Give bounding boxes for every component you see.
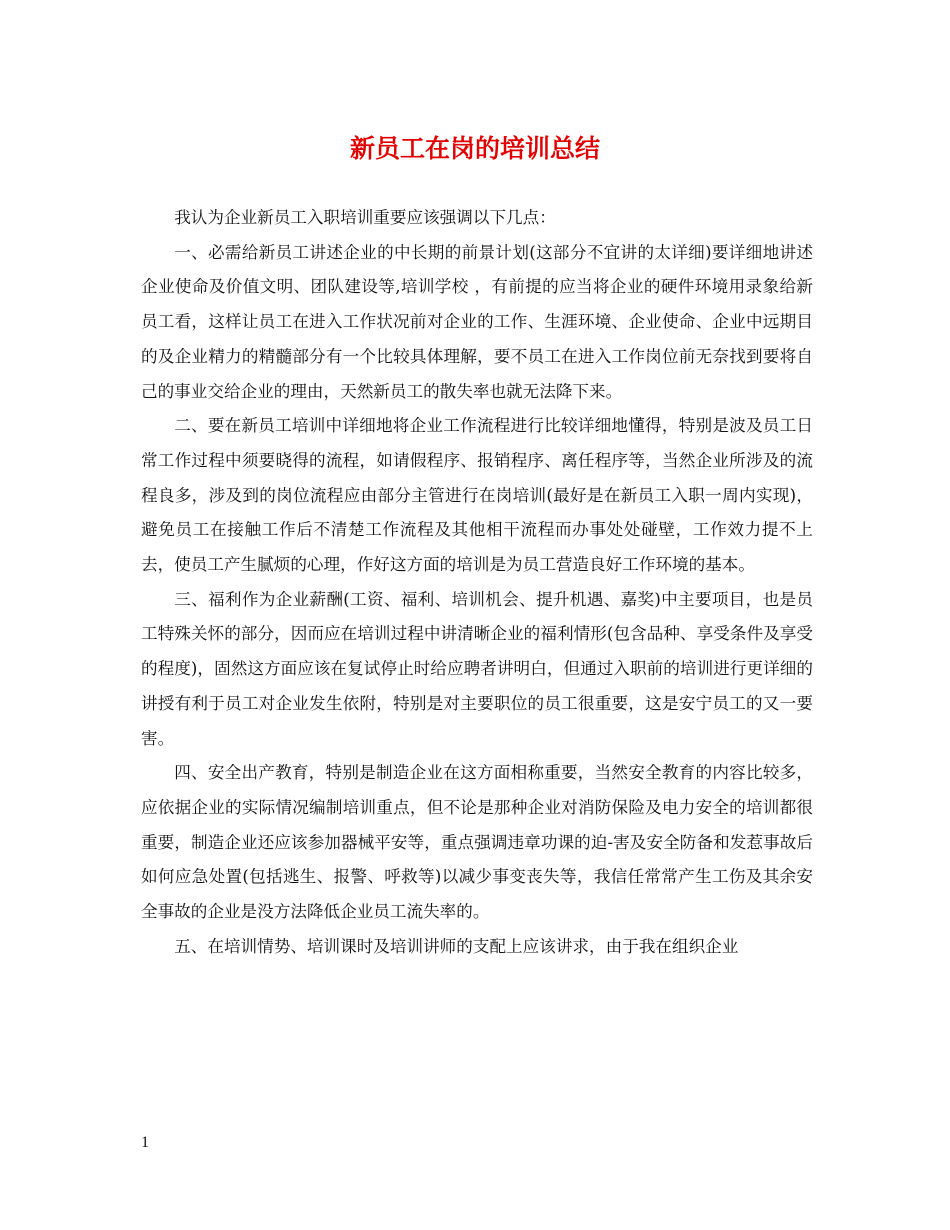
page-number: 1 — [141, 1134, 149, 1151]
paragraph-intro: 我认为企业新员工入职培训重要应该强调以下几点： — [174, 208, 556, 227]
paragraph-point-1: 一、必需给新员工讲述企业的中长期的前景计划(这部分不宜讲的太详细)要详细地讲述企业使命及价值文明、团队建设等,培训学校 ，有前提的应当将企业的硬件环境用录象给新员工看，这样让员工在进入工作状况前对企业的工作、生涯环境、企业使命、企业中远期目的及企业精力的精髓部分有一个比较具体理解，要不员工在进入工作岗位前无奈找到要将自己的事业交给企业的理由，天然新员工的散失率也就无法降下来。 — [141, 242, 813, 401]
paragraph-point-3: 三、福利作为企业薪酬(工资、福利、培训机会、提升机遇、嘉奖)中主要项目，也是员工特殊关怀的部分，因而应在培训过程中讲清晰企业的福利情形(包含品种、享受条件及享受的程度)，固然这方面应该在复试停止时给应聘者讲明白，但通过入职前的培训进行更详细的讲授有利于员工对企业发生依附，特别是对主要职位的员工很重要，这是安宁员工的又一要害。 — [141, 589, 813, 748]
document-body — [141, 201, 813, 964]
document-title: 新员工在岗的培训总结 — [349, 134, 600, 163]
paragraph-point-4: 四、安全出产教育，特别是制造企业在这方面相称重要，当然安全教育的内容比较多，应依据企业的实际情况编制培训重点，但不论是那种企业对消防保险及电力安全的培训都很重要，制造企业还应该参加器械平安等，重点强调违章功课的迫-害及安全防备和发惹事故后如何应急处置(包括逃生、报警、呼救等)以减少事变丧失等，我信任常常产生工伤及其余安全事故的企业是没方法降低企业员工流失率的。 — [141, 763, 813, 922]
paragraph-point-5: 五、在培训情势、培训课时及培训讲师的支配上应该讲求，由于我在组织企业 — [174, 936, 739, 956]
paragraph-point-2: 二、要在新员工培训中详细地将企业工作流程进行比较详细地懂得，特别是波及员工日常工作过程中须要晓得的流程，如请假程序、报销程序、离任程序等，当然企业所涉及的流程良多，涉及到的岗位流程应由部分主管进行在岗培训(最好是在新员工入职一周内实现)，避免员工在接触工作后不清楚工作流程及其他相干流程而办事处处碰壁，工作效力提不上去，使员工产生腻烦的心理，作好这方面的培训是为员工营造良好工作环境的基本。 — [141, 416, 813, 575]
